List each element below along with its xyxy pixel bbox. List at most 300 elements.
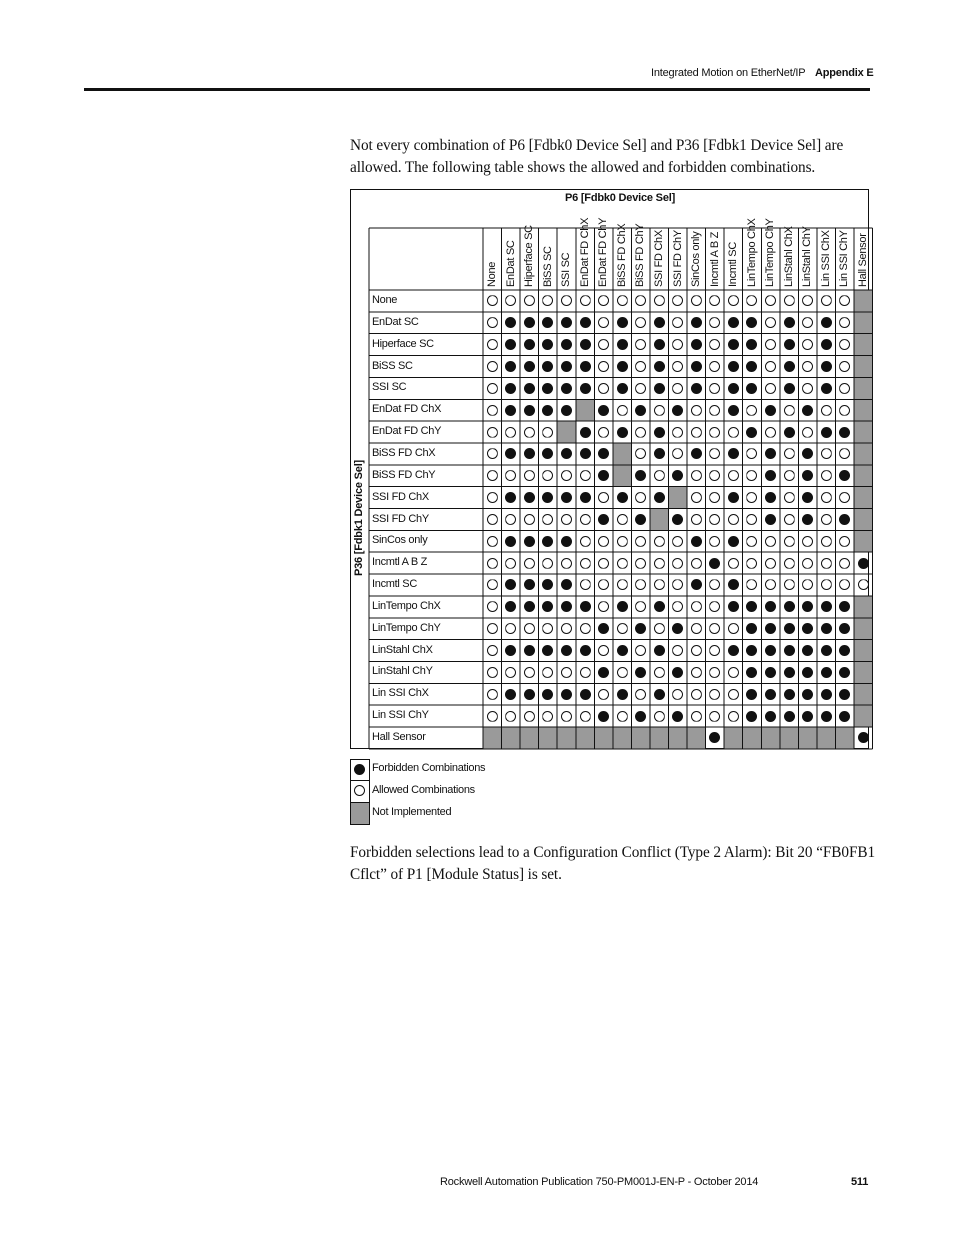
allowed-marker — [709, 361, 720, 372]
allowed-marker — [746, 405, 757, 416]
not-implemented-cell — [817, 727, 836, 749]
not-implemented-cell — [743, 727, 762, 749]
forbidden-marker — [524, 645, 535, 656]
allowed-marker — [691, 405, 702, 416]
not-implemented-cell — [854, 290, 873, 312]
row-header: EnDat FD ChX — [372, 403, 442, 416]
allowed-marker — [746, 470, 757, 481]
allowed-marker — [580, 514, 591, 525]
forbidden-marker — [784, 623, 795, 634]
forbidden-marker — [691, 361, 702, 372]
allowed-marker — [598, 492, 609, 503]
allowed-marker — [691, 427, 702, 438]
not-implemented-cell — [835, 727, 854, 749]
allowed-marker — [839, 579, 850, 590]
forbidden-marker — [654, 492, 665, 503]
allowed-marker — [654, 405, 665, 416]
forbidden-marker — [821, 339, 832, 350]
row-header: BiSS FD ChY — [372, 468, 436, 481]
allowed-marker — [487, 579, 498, 590]
forbidden-marker — [784, 383, 795, 394]
forbidden-marker — [821, 667, 832, 678]
forbidden-marker — [728, 492, 739, 503]
column-header: LinTempo ChY — [764, 218, 777, 287]
allowed-marker — [802, 579, 813, 590]
forbidden-marker — [561, 645, 572, 656]
forbidden-marker — [580, 689, 591, 700]
allowed-marker — [709, 711, 720, 722]
allowed-marker — [635, 579, 646, 590]
forbidden-marker — [821, 689, 832, 700]
forbidden-marker — [617, 317, 628, 328]
allowed-marker — [709, 579, 720, 590]
column-header: LinStahl ChX — [782, 226, 795, 287]
allowed-marker — [635, 558, 646, 569]
not-implemented-cell — [854, 377, 873, 399]
allowed-marker — [487, 711, 498, 722]
not-implemented-cell — [854, 421, 873, 443]
allowed-marker — [709, 317, 720, 328]
allowed-marker — [709, 536, 720, 547]
forbidden-marker — [524, 492, 535, 503]
forbidden-marker — [821, 645, 832, 656]
allowed-marker — [524, 623, 535, 634]
allowed-marker — [672, 427, 683, 438]
forbidden-marker — [617, 645, 628, 656]
allowed-marker — [765, 536, 776, 547]
column-header: LinTempo ChX — [745, 218, 758, 287]
row-header: BiSS FD ChX — [372, 446, 436, 459]
allowed-marker — [784, 448, 795, 459]
forbidden-marker — [617, 427, 628, 438]
not-implemented-cell — [687, 727, 706, 749]
forbidden-marker — [561, 361, 572, 372]
forbidden-marker — [561, 536, 572, 547]
forbidden-marker — [821, 427, 832, 438]
allowed-marker — [487, 383, 498, 394]
allowed-marker — [487, 645, 498, 656]
not-implemented-cell — [613, 465, 632, 487]
not-implemented-cell — [557, 421, 576, 443]
forbidden-marker — [858, 558, 869, 569]
forbidden-marker — [635, 667, 646, 678]
allowed-marker — [839, 295, 850, 306]
allowed-marker — [691, 689, 702, 700]
allowed-marker — [487, 667, 498, 678]
allowed-marker — [821, 405, 832, 416]
column-header: Lin SSI ChX — [819, 230, 832, 287]
forbidden-marker — [784, 361, 795, 372]
allowed-marker — [654, 711, 665, 722]
allowed-marker — [802, 295, 813, 306]
allowed-marker — [561, 558, 572, 569]
forbidden-marker — [561, 689, 572, 700]
allowed-marker — [765, 579, 776, 590]
allowed-marker — [487, 339, 498, 350]
allowed-marker — [617, 667, 628, 678]
allowed-marker — [524, 295, 535, 306]
allowed-marker — [709, 295, 720, 306]
forbidden-marker — [580, 645, 591, 656]
allowed-marker — [728, 295, 739, 306]
forbidden-marker — [746, 427, 757, 438]
allowed-marker — [542, 667, 553, 678]
allowed-marker — [487, 470, 498, 481]
not-implemented-cell — [669, 727, 688, 749]
forbidden-marker — [524, 405, 535, 416]
forbidden-marker — [598, 514, 609, 525]
allowed-marker — [542, 623, 553, 634]
forbidden-marker — [561, 405, 572, 416]
allowed-marker — [635, 361, 646, 372]
forbidden-marker — [765, 667, 776, 678]
forbidden-marker — [821, 361, 832, 372]
allowed-marker — [784, 295, 795, 306]
forbidden-marker — [654, 383, 665, 394]
allowed-marker — [617, 514, 628, 525]
allowed-marker — [524, 711, 535, 722]
forbidden-marker — [784, 645, 795, 656]
forbidden-marker — [821, 601, 832, 612]
allowed-marker — [580, 667, 591, 678]
allowed-marker — [542, 295, 553, 306]
forbidden-marker — [765, 492, 776, 503]
allowed-marker — [821, 536, 832, 547]
allowed-marker — [598, 579, 609, 590]
allowed-marker — [505, 470, 516, 481]
allowed-marker — [672, 558, 683, 569]
allowed-marker — [654, 579, 665, 590]
row-header: Hall Sensor — [372, 731, 426, 743]
allowed-marker — [784, 536, 795, 547]
not-implemented-cell — [854, 443, 873, 465]
allowed-marker — [487, 448, 498, 459]
footer-page-number: 511 — [851, 1176, 869, 1188]
allowed-marker — [635, 427, 646, 438]
forbidden-marker — [617, 689, 628, 700]
forbidden-marker — [635, 711, 646, 722]
allowed-marker — [839, 448, 850, 459]
allowed-marker — [580, 623, 591, 634]
allowed-marker — [598, 645, 609, 656]
allowed-marker — [728, 711, 739, 722]
column-header: EnDat SC — [504, 240, 517, 287]
allowed-marker — [784, 492, 795, 503]
header-section-title: Integrated Motion on EtherNet/IP — [651, 67, 806, 79]
row-header: EnDat SC — [372, 315, 419, 328]
forbidden-marker — [654, 427, 665, 438]
allowed-marker — [487, 361, 498, 372]
row-header: SSI SC — [372, 381, 407, 394]
not-implemented-cell — [650, 509, 669, 531]
column-header: Lin SSI ChY — [838, 230, 851, 287]
not-implemented-cell — [613, 443, 632, 465]
row-header: SSI FD ChY — [372, 512, 429, 525]
allowed-marker — [784, 405, 795, 416]
allowed-marker — [802, 536, 813, 547]
forbidden-marker — [580, 492, 591, 503]
allowed-marker — [505, 295, 516, 306]
table-column-title: P6 [Fdbk0 Device Sel] — [564, 192, 676, 204]
forbidden-marker — [802, 711, 813, 722]
allowed-marker — [561, 514, 572, 525]
conflict-paragraph: Forbidden selections lead to a Configuration Conflict (Type 2 Alarm): Bit 20 “FB0FB1 Cflct” of P1 [Module Status] is set. — [350, 844, 876, 883]
allowed-marker — [802, 383, 813, 394]
forbidden-marker — [524, 536, 535, 547]
forbidden-marker — [746, 711, 757, 722]
legend-allowed-label: Allowed Combinations — [372, 784, 475, 796]
allowed-marker — [728, 558, 739, 569]
allowed-marker — [709, 689, 720, 700]
forbidden-marker — [784, 711, 795, 722]
allowed-marker — [505, 514, 516, 525]
legend-forbidden-box — [350, 759, 370, 781]
allowed-marker — [524, 470, 535, 481]
allowed-marker — [746, 536, 757, 547]
forbidden-marker — [654, 601, 665, 612]
allowed-marker — [487, 558, 498, 569]
open-circle-icon — [354, 785, 365, 796]
allowed-marker — [487, 601, 498, 612]
not-implemented-cell — [854, 487, 873, 509]
allowed-marker — [728, 514, 739, 525]
allowed-marker — [728, 623, 739, 634]
allowed-marker — [821, 579, 832, 590]
allowed-marker — [598, 427, 609, 438]
legend-allowed-box — [350, 781, 370, 803]
forbidden-marker — [524, 689, 535, 700]
row-header: LinTempo ChX — [372, 599, 441, 612]
allowed-marker — [672, 601, 683, 612]
allowed-marker — [598, 601, 609, 612]
allowed-marker — [765, 295, 776, 306]
not-implemented-cell — [854, 399, 873, 421]
allowed-marker — [728, 689, 739, 700]
forbidden-marker — [691, 339, 702, 350]
allowed-marker — [821, 492, 832, 503]
row-header: LinTempo ChY — [372, 621, 441, 634]
not-implemented-cell — [557, 727, 576, 749]
forbidden-marker — [784, 689, 795, 700]
header-appendix-label: Appendix E — [815, 67, 874, 79]
allowed-marker — [802, 317, 813, 328]
allowed-marker — [802, 361, 813, 372]
forbidden-marker — [524, 361, 535, 372]
allowed-marker — [635, 492, 646, 503]
allowed-marker — [635, 339, 646, 350]
allowed-marker — [487, 536, 498, 547]
forbidden-marker — [635, 405, 646, 416]
forbidden-marker — [505, 405, 516, 416]
allowed-marker — [709, 448, 720, 459]
forbidden-marker — [524, 383, 535, 394]
allowed-marker — [654, 295, 665, 306]
forbidden-marker — [784, 667, 795, 678]
allowed-marker — [709, 667, 720, 678]
allowed-marker — [635, 645, 646, 656]
allowed-marker — [580, 579, 591, 590]
forbidden-marker — [802, 667, 813, 678]
allowed-marker — [542, 711, 553, 722]
allowed-marker — [598, 295, 609, 306]
allowed-marker — [839, 339, 850, 350]
column-header: SSI FD ChX — [652, 230, 665, 287]
allowed-marker — [821, 470, 832, 481]
allowed-marker — [691, 514, 702, 525]
allowed-marker — [635, 317, 646, 328]
allowed-marker — [505, 667, 516, 678]
not-implemented-cell — [650, 727, 669, 749]
forbidden-marker — [802, 405, 813, 416]
allowed-marker — [784, 514, 795, 525]
allowed-marker — [672, 645, 683, 656]
allowed-marker — [746, 514, 757, 525]
allowed-marker — [765, 558, 776, 569]
allowed-marker — [691, 601, 702, 612]
allowed-marker — [746, 558, 757, 569]
allowed-marker — [561, 623, 572, 634]
forbidden-marker — [654, 339, 665, 350]
allowed-marker — [635, 383, 646, 394]
allowed-marker — [654, 536, 665, 547]
allowed-marker — [709, 623, 720, 634]
allowed-marker — [839, 317, 850, 328]
row-header: Incmtl SC — [372, 578, 417, 591]
forbidden-marker — [765, 405, 776, 416]
allowed-marker — [617, 405, 628, 416]
allowed-marker — [635, 295, 646, 306]
column-header: BiSS SC — [541, 246, 554, 287]
forbidden-marker — [728, 405, 739, 416]
allowed-marker — [598, 536, 609, 547]
not-implemented-cell — [854, 618, 873, 640]
not-implemented-cell — [576, 399, 595, 421]
forbidden-marker — [598, 711, 609, 722]
forbidden-marker — [580, 361, 591, 372]
allowed-marker — [802, 558, 813, 569]
forbidden-marker — [728, 536, 739, 547]
allowed-marker — [617, 558, 628, 569]
forbidden-marker — [617, 601, 628, 612]
column-header: SSI FD ChY — [671, 230, 684, 287]
allowed-marker — [617, 295, 628, 306]
intro-paragraph: Not every combination of P6 [Fdbk0 Device Sel] and P36 [Fdbk1 Device Sel] are allowed. The following table shows the allowed and forbidden combinations. — [350, 137, 844, 176]
allowed-marker — [839, 361, 850, 372]
legend-not-implemented-label: Not Implemented — [372, 806, 452, 818]
row-header: LinStahl ChY — [372, 665, 433, 678]
allowed-marker — [542, 558, 553, 569]
footer-publication: Rockwell Automation Publication 750-PM001J-EN-P - October 2014 — [440, 1176, 759, 1188]
allowed-marker — [654, 667, 665, 678]
column-header: Incmtl A B Z — [708, 231, 721, 287]
row-header: EnDat FD ChY — [372, 425, 442, 438]
allowed-marker — [580, 470, 591, 481]
allowed-marker — [561, 295, 572, 306]
forbidden-marker — [728, 339, 739, 350]
allowed-marker — [654, 558, 665, 569]
forbidden-marker — [691, 383, 702, 394]
allowed-marker — [524, 667, 535, 678]
allowed-marker — [728, 667, 739, 678]
allowed-marker — [728, 427, 739, 438]
column-header: LinStahl ChY — [801, 226, 814, 287]
not-implemented-cell — [520, 727, 539, 749]
allowed-marker — [617, 536, 628, 547]
forbidden-marker — [839, 711, 850, 722]
forbidden-marker — [765, 711, 776, 722]
not-implemented-cell — [669, 487, 688, 509]
legend-forbidden-label: Forbidden Combinations — [372, 762, 486, 774]
column-header: EnDat FD ChY — [597, 217, 610, 287]
allowed-marker — [672, 339, 683, 350]
forbidden-marker — [765, 514, 776, 525]
not-implemented-cell — [631, 727, 650, 749]
not-implemented-cell — [576, 727, 595, 749]
allowed-marker — [839, 558, 850, 569]
forbidden-marker — [821, 317, 832, 328]
allowed-marker — [709, 645, 720, 656]
forbidden-marker — [784, 427, 795, 438]
allowed-marker — [691, 492, 702, 503]
allowed-marker — [654, 623, 665, 634]
column-header: EnDat FD ChX — [578, 217, 591, 287]
not-implemented-cell — [854, 705, 873, 727]
allowed-marker — [691, 667, 702, 678]
allowed-marker — [802, 339, 813, 350]
allowed-marker — [487, 623, 498, 634]
not-implemented-cell — [780, 727, 799, 749]
allowed-marker — [672, 317, 683, 328]
table-row-title: P36 [Fdbk1 Device Sel] — [353, 459, 365, 577]
forbidden-marker — [561, 492, 572, 503]
allowed-marker — [746, 295, 757, 306]
not-implemented-cell — [854, 465, 873, 487]
allowed-marker — [672, 383, 683, 394]
allowed-marker — [635, 689, 646, 700]
allowed-marker — [542, 470, 553, 481]
allowed-marker — [487, 427, 498, 438]
allowed-marker — [524, 514, 535, 525]
not-implemented-cell — [798, 727, 817, 749]
allowed-marker — [821, 558, 832, 569]
row-header: Hiperface SC — [372, 337, 434, 350]
column-header: Hiperface SC — [523, 225, 536, 287]
allowed-marker — [784, 579, 795, 590]
column-header: Hall Sensor — [857, 233, 869, 287]
forbidden-marker — [728, 645, 739, 656]
allowed-marker — [691, 470, 702, 481]
allowed-marker — [487, 295, 498, 306]
allowed-marker — [561, 470, 572, 481]
allowed-marker — [561, 667, 572, 678]
allowed-marker — [672, 536, 683, 547]
allowed-marker — [746, 492, 757, 503]
allowed-marker — [765, 317, 776, 328]
allowed-marker — [598, 689, 609, 700]
allowed-marker — [691, 623, 702, 634]
allowed-marker — [672, 579, 683, 590]
allowed-marker — [691, 645, 702, 656]
allowed-marker — [709, 405, 720, 416]
allowed-marker — [505, 711, 516, 722]
forbidden-marker — [765, 645, 776, 656]
allowed-marker — [524, 558, 535, 569]
forbidden-marker — [617, 383, 628, 394]
row-header: None — [372, 294, 398, 306]
not-implemented-cell — [854, 356, 873, 378]
column-header: BiSS FD ChY — [634, 223, 647, 287]
allowed-marker — [839, 405, 850, 416]
